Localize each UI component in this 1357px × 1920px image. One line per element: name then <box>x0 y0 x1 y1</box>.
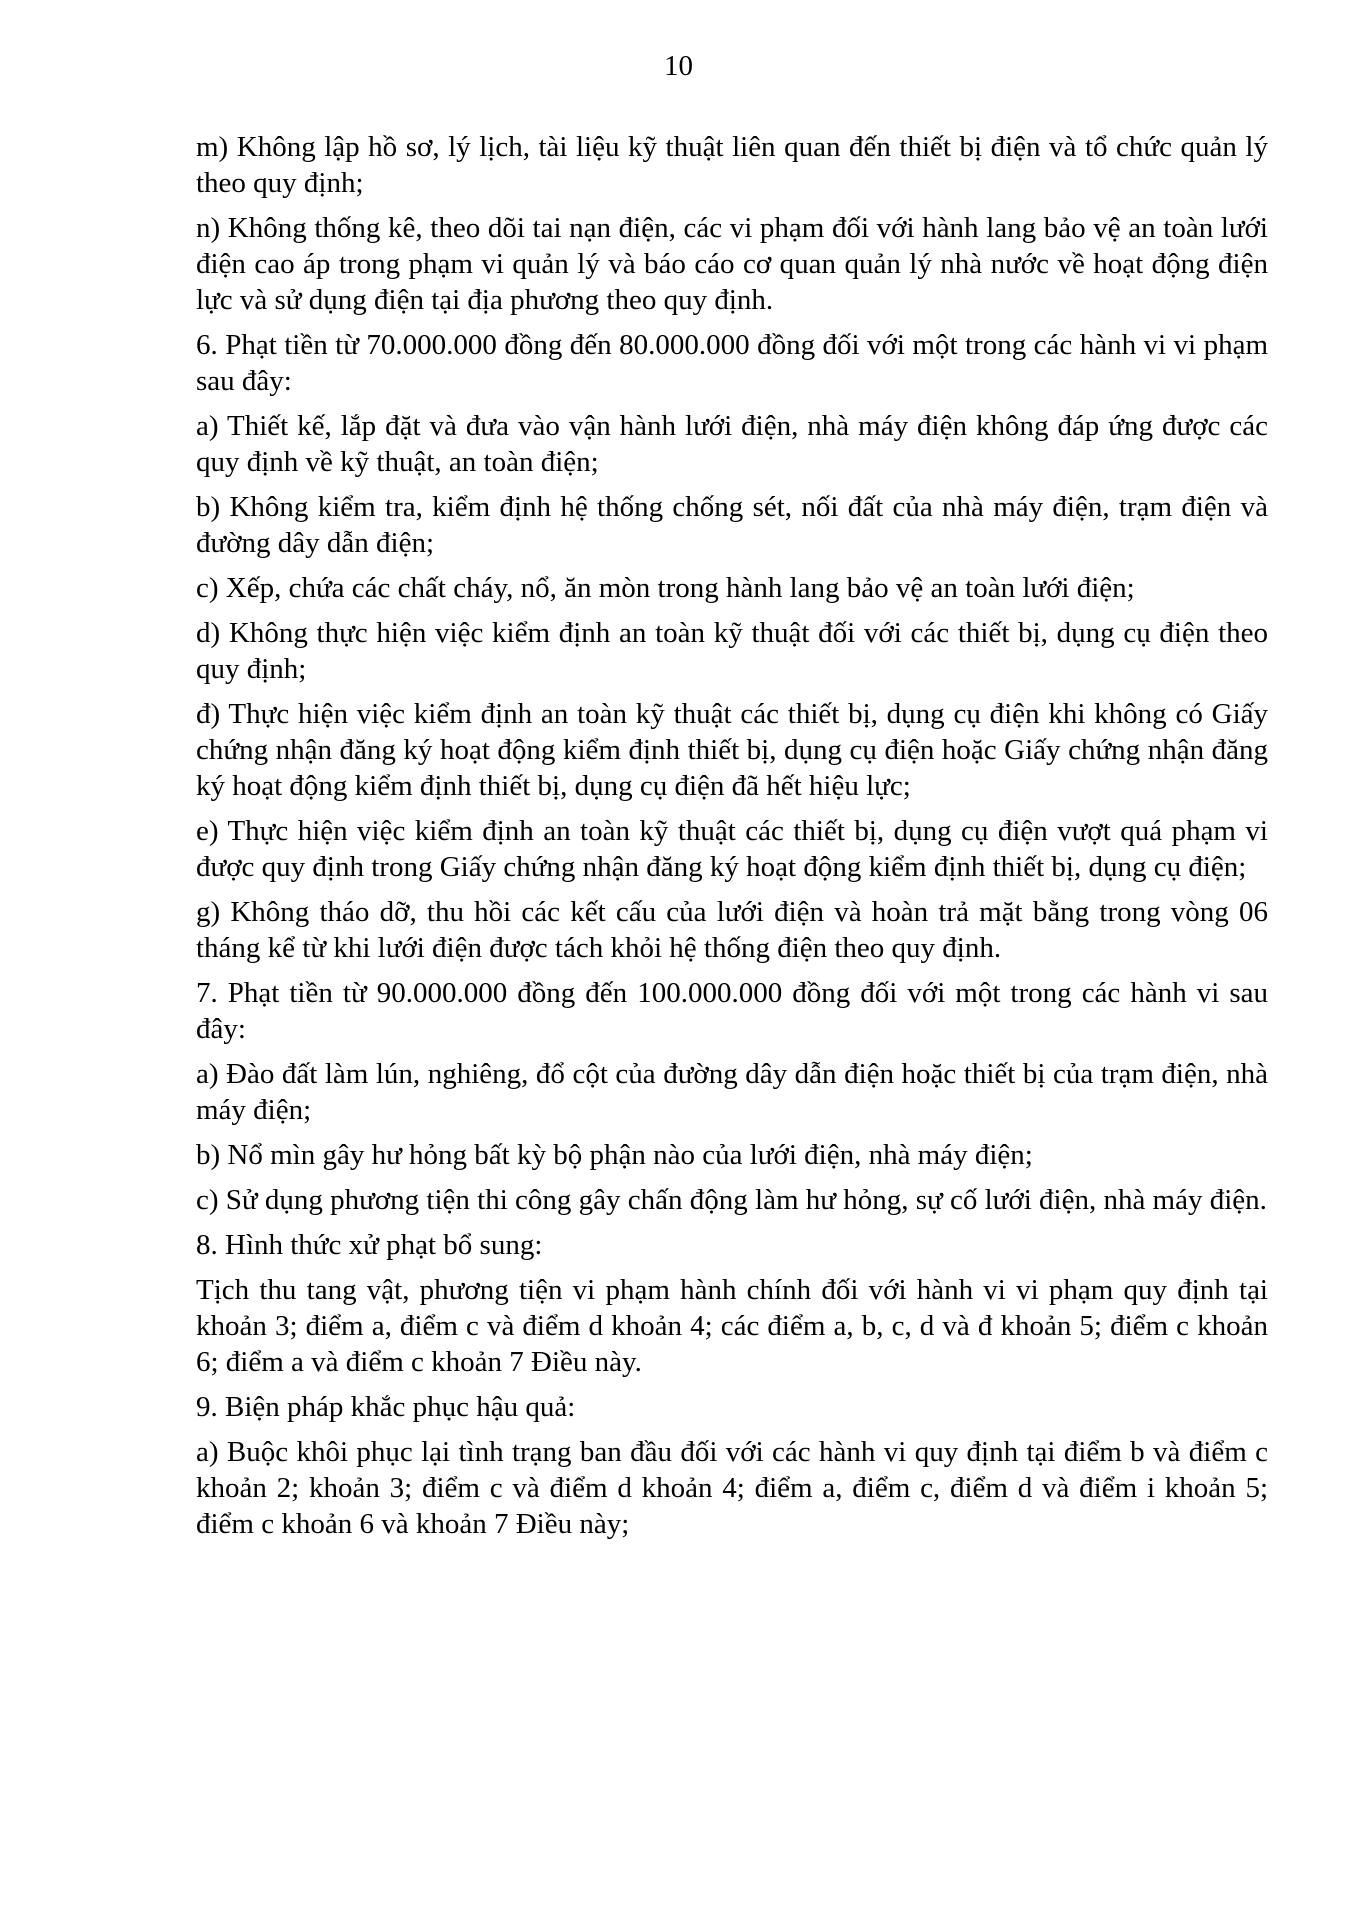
paragraph-6a: a) Thiết kế, lắp đặt và đưa vào vận hành lưới điện, nhà máy điện không đáp ứng được các quy định về kỹ thuật, an toàn điện; <box>196 410 1268 478</box>
clause-8-heading: 8. Hình thức xử phạt bổ sung: <box>196 1229 543 1261</box>
paragraph-7a: a) Đào đất làm lún, nghiêng, đổ cột của đường dây dẫn điện hoặc thiết bị của trạm điện, nhà máy điện; <box>196 1058 1268 1126</box>
paragraph-6g: g) Không tháo dỡ, thu hồi các kết cấu của lưới điện và hoàn trả mặt bằng trong vòng 06 tháng kể từ khi lưới điện được tách khỏi hệ thống điện theo quy định. <box>196 896 1268 964</box>
paragraph-9a: a) Buộc khôi phục lại tình trạng ban đầu đối với các hành vi quy định tại điểm b và điểm c khoản 2; khoản 3; điểm c và điểm d khoản 4; điểm a, điểm c, điểm d và điểm i khoản 5; điểm c khoản 6 và khoản 7 Điều này; <box>196 1436 1268 1540</box>
paragraph-5m: m) Không lập hồ sơ, lý lịch, tài liệu kỹ thuật liên quan đến thiết bị điện và tổ chức quản lý theo quy định; <box>196 131 1268 199</box>
paragraph-6e: e) Thực hiện việc kiểm định an toàn kỹ thuật các thiết bị, dụng cụ điện vượt quá phạm vi được quy định trong Giấy chứng nhận đăng ký hoạt động kiểm định thiết bị, dụng cụ điện; <box>196 815 1268 883</box>
paragraph-6b: b) Không kiểm tra, kiểm định hệ thống chống sét, nối đất của nhà máy điện, trạm điện và đường dây dẫn điện; <box>196 491 1268 559</box>
paragraph-6dd: đ) Thực hiện việc kiểm định an toàn kỹ thuật các thiết bị, dụng cụ điện khi không có Giấy chứng nhận đăng ký hoạt động kiểm định thiết bị, dụng cụ điện hoặc Giấy chứng nhận đăng ký hoạt động kiểm định thiết bị, dụng cụ điện đã hết hiệu lực; <box>196 698 1268 802</box>
paragraph-6c: c) Xếp, chứa các chất cháy, nổ, ăn mòn trong hành lang bảo vệ an toàn lưới điện; <box>196 572 1135 604</box>
clause-9-heading: 9. Biện pháp khắc phục hậu quả: <box>196 1391 576 1423</box>
paragraph-5n: n) Không thống kê, theo dõi tai nạn điện, các vi phạm đối với hành lang bảo vệ an toàn lưới điện cao áp trong phạm vi quản lý và báo cáo cơ quan quản lý nhà nước về hoạt động điện lực và sử dụng điện tại địa phương theo quy định. <box>196 212 1268 316</box>
paragraph-7c: c) Sử dụng phương tiện thi công gây chấn động làm hư hỏng, sự cố lưới điện, nhà máy điện. <box>196 1184 1267 1216</box>
paragraph-6d: d) Không thực hiện việc kiểm định an toàn kỹ thuật đối với các thiết bị, dụng cụ điện theo quy định; <box>196 617 1268 685</box>
paragraph-7b: b) Nổ mìn gây hư hỏng bất kỳ bộ phận nào của lưới điện, nhà máy điện; <box>196 1139 1033 1171</box>
document-body <box>196 129 1268 1551</box>
clause-7-heading: 7. Phạt tiền từ 90.000.000 đồng đến 100.000.000 đồng đối với một trong các hành vi sau đây: <box>196 977 1268 1045</box>
clause-6-heading: 6. Phạt tiền từ 70.000.000 đồng đến 80.000.000 đồng đối với một trong các hành vi vi phạm sau đây: <box>196 329 1268 397</box>
clause-8-text: Tịch thu tang vật, phương tiện vi phạm hành chính đối với hành vi vi phạm quy định tại khoản 3; điểm a, điểm c và điểm d khoản 4; các điểm a, b, c, d và đ khoản 5; điểm c khoản 6; điểm a và điểm c khoản 7 Điều này. <box>196 1274 1268 1378</box>
page-number: 10 <box>664 50 693 82</box>
